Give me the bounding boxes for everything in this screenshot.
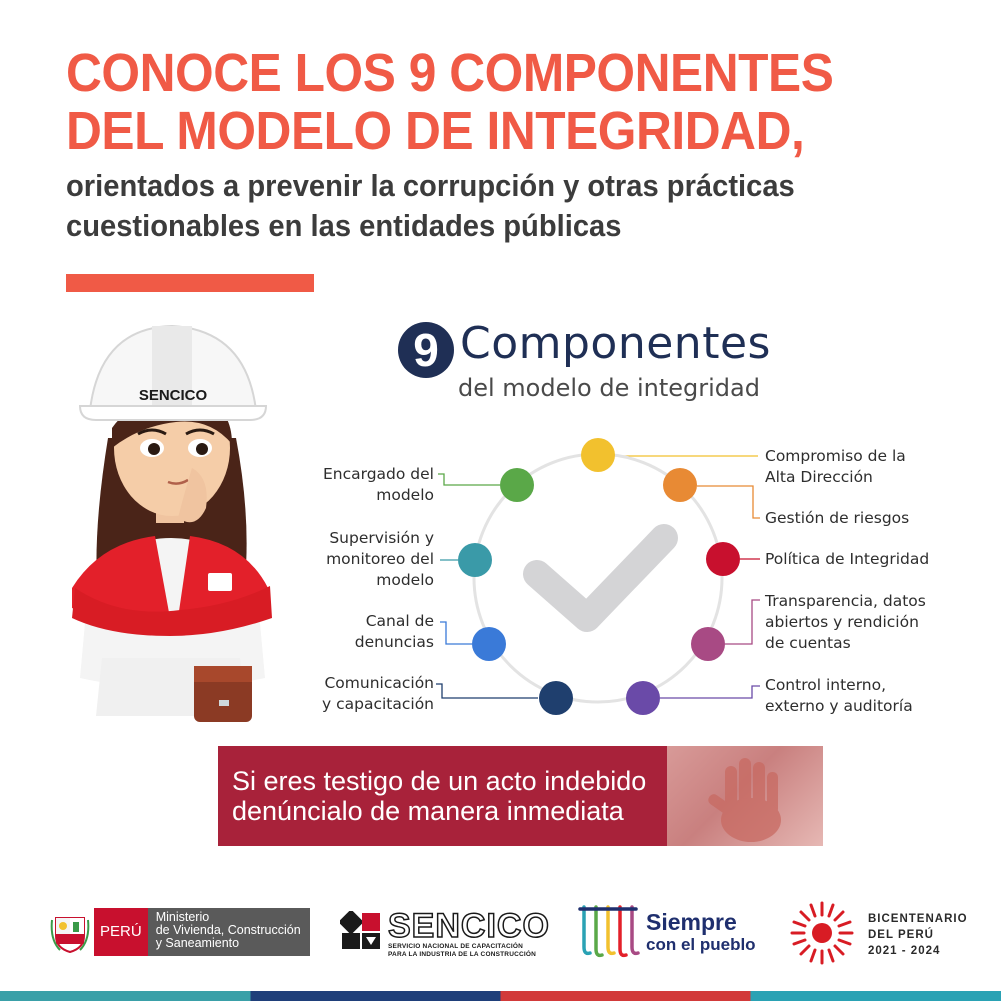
label-transparencia-line-3: de cuentas xyxy=(765,634,851,652)
connector-riesgos xyxy=(697,486,760,518)
dot-compromiso xyxy=(581,438,615,472)
ministry-line-3: y Saneamiento xyxy=(155,936,240,950)
siempre-line-1: Siempre xyxy=(646,909,737,935)
checkmark-icon xyxy=(537,538,664,618)
label-compromiso-line-2: Alta Dirección xyxy=(765,468,873,486)
components-subtitle: del modelo de integridad xyxy=(458,374,760,402)
peru-coat-of-arms-icon xyxy=(50,910,90,954)
label-encargado xyxy=(280,464,434,506)
denuncia-text-line-1: Si eres testigo de un acto indebido xyxy=(232,766,647,796)
dot-control xyxy=(626,681,660,715)
label-compromiso-line-1: Compromiso de la xyxy=(765,447,906,465)
hand-stop-photo xyxy=(667,746,823,846)
label-compromiso xyxy=(765,446,906,488)
dot-riesgos xyxy=(663,468,697,502)
denuncia-text xyxy=(232,766,646,826)
footer-color-strip xyxy=(0,991,1001,1001)
label-canal-line-1: Canal de xyxy=(365,612,434,630)
dot-politica xyxy=(706,542,740,576)
label-control xyxy=(765,675,913,717)
siempre-con-el-pueblo-logo xyxy=(578,903,768,963)
label-comunicacion xyxy=(280,673,434,715)
helmet-text: SENCICO xyxy=(138,387,208,404)
connector-encargado xyxy=(438,474,500,485)
label-transparencia xyxy=(765,591,926,654)
footer-logos xyxy=(0,885,1001,1001)
bicentenario-line-2: DEL PERÚ xyxy=(868,929,934,941)
bicentenario-line-3: 2021 - 2024 xyxy=(868,945,941,957)
subheadline-line-2: cuestionables en las entidades públicas xyxy=(66,208,622,243)
label-canal xyxy=(280,611,434,653)
bicentenario-line-1: BICENTENARIO xyxy=(868,913,968,925)
connector-control xyxy=(660,686,760,698)
ministry-line-1: Ministerio xyxy=(155,910,210,924)
siempre-line-2: con el pueblo xyxy=(646,935,756,954)
sencico-logo xyxy=(340,907,550,959)
sencico-tagline-1: SERVICIO NACIONAL DE CAPACITACIÓN xyxy=(388,943,524,950)
sencico-wordmark: SENCICO xyxy=(388,907,550,945)
label-supervision-line-1: Supervisión y xyxy=(329,529,434,547)
connector-canal xyxy=(440,622,472,644)
bicentenario-sun-icon xyxy=(786,899,858,967)
label-riesgos-line-1: Gestión de riesgos xyxy=(765,509,910,527)
sencico-emblem-icon xyxy=(340,911,384,951)
denuncia-text-line-2: denúncialo de manera inmediata xyxy=(232,796,624,826)
label-canal-line-2: denuncias xyxy=(354,633,434,651)
connector-transparencia xyxy=(725,600,760,644)
dot-transparencia xyxy=(691,627,725,661)
denuncia-banner xyxy=(218,746,823,846)
dot-comunicacion xyxy=(539,681,573,715)
ministerio-logo xyxy=(50,907,310,957)
hand-stop-icon xyxy=(667,746,823,846)
label-comunicacion-line-2: y capacitación xyxy=(322,695,434,713)
label-control-line-1: Control interno, xyxy=(765,676,887,694)
label-politica xyxy=(765,549,929,570)
headline-line-1: CONOCE LOS 9 COMPONENTES xyxy=(66,43,834,103)
components-number-badge: 9 xyxy=(398,322,454,378)
subheadline-line-1: orientados a prevenir la corrupción y otras prácticas xyxy=(66,168,795,203)
label-comunicacion-line-1: Comunicación xyxy=(324,674,434,692)
label-supervision xyxy=(280,528,434,591)
dot-supervision xyxy=(458,543,492,577)
label-encargado-line-1: Encargado del xyxy=(322,465,434,483)
colorful-figures-icon xyxy=(578,903,640,961)
sencico-tagline-2: PARA LA INDUSTRIA DE LA CONSTRUCCIÓN xyxy=(388,951,537,958)
ministry-name xyxy=(148,908,310,956)
label-encargado-line-2: modelo xyxy=(376,486,434,504)
dot-encargado xyxy=(500,468,534,502)
dot-canal xyxy=(472,627,506,661)
label-riesgos xyxy=(765,508,909,529)
peru-label: PERÚ xyxy=(94,908,148,956)
components-title-word: Componentes xyxy=(460,318,771,369)
label-supervision-line-3: modelo xyxy=(376,571,434,589)
connector-comunicacion xyxy=(436,684,538,698)
ministry-line-2: de Vivienda, Construcción xyxy=(155,923,301,937)
label-control-line-2: externo y auditoría xyxy=(765,697,913,715)
label-transparencia-line-2: abiertos y rendición xyxy=(765,613,919,631)
bicentenario-logo xyxy=(786,899,976,969)
headline-line-2: DEL MODELO DE INTEGRIDAD, xyxy=(66,101,805,161)
label-politica-line-1: Política de Integridad xyxy=(765,550,930,568)
label-transparencia-line-1: Transparencia, datos xyxy=(765,592,926,610)
label-supervision-line-2: monitoreo del xyxy=(326,550,434,568)
